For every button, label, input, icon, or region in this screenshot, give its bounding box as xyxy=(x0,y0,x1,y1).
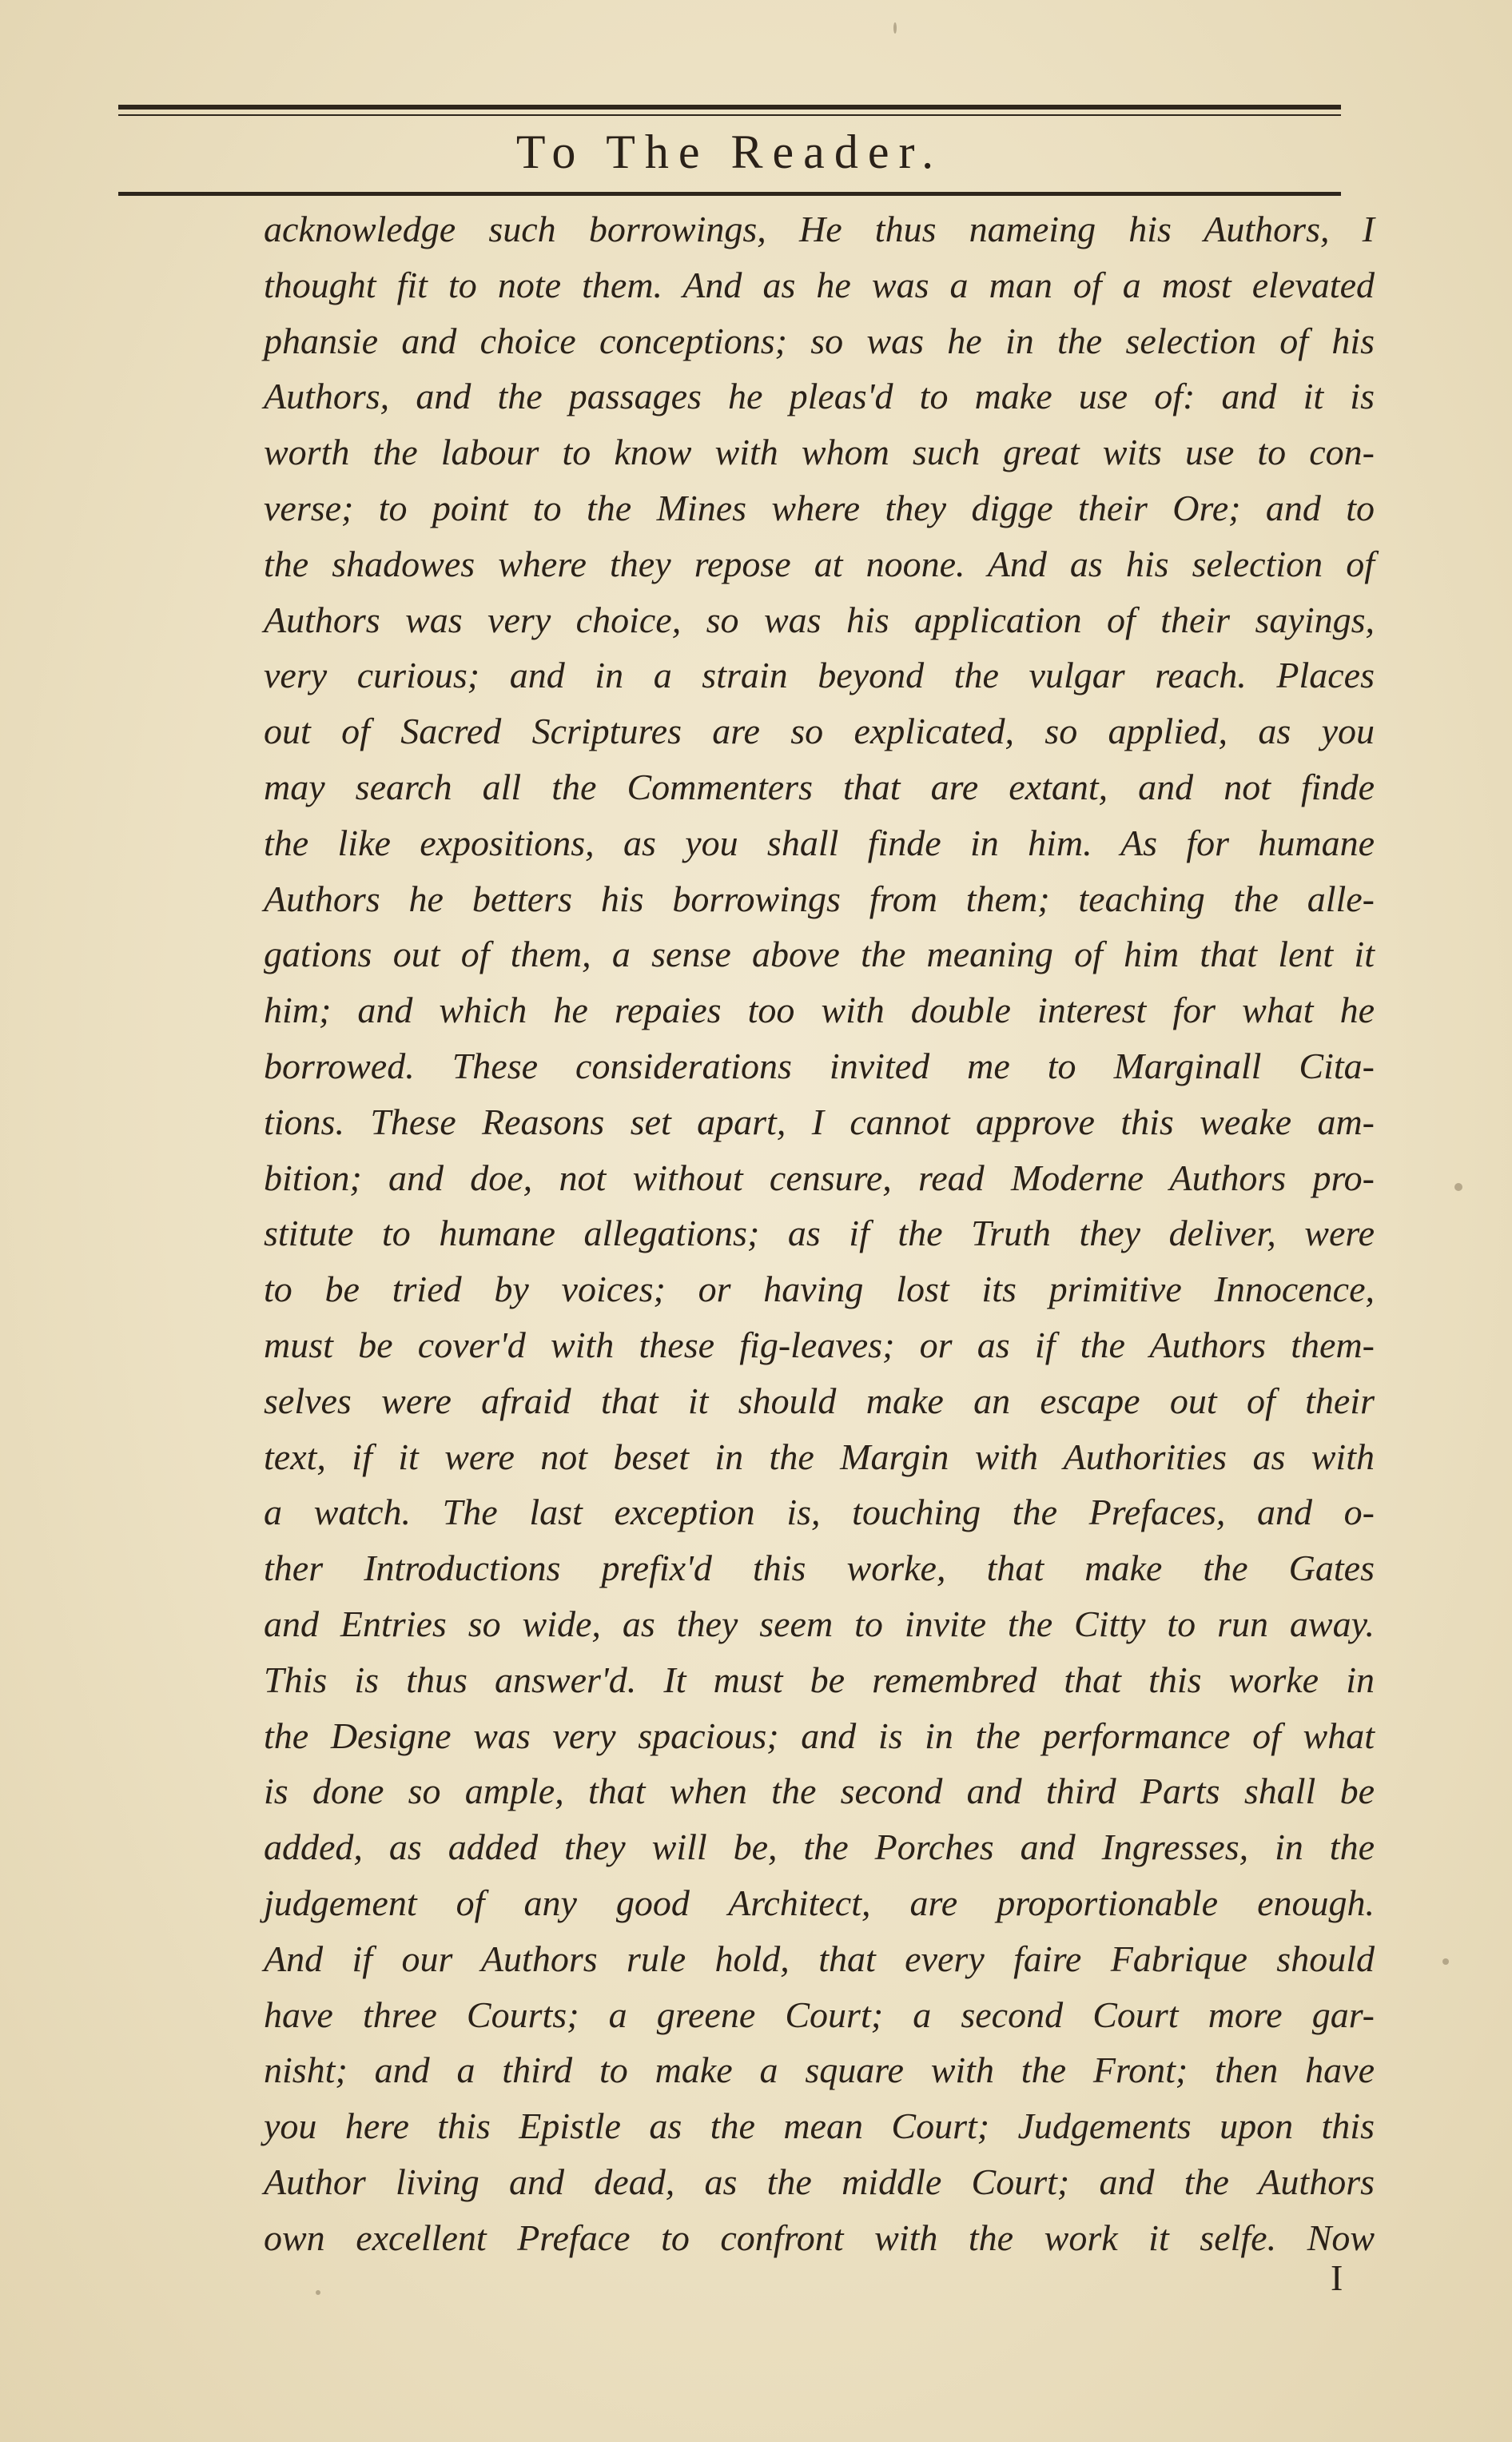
text-line: text, if it were not beset in the Margin with Authorities as with xyxy=(264,1436,1375,1477)
text-line: bition; and doe, not without censure, read Moderne Authors pro- xyxy=(264,1157,1375,1198)
text-line: And if our Authors rule hold, that every faire Fabrique should xyxy=(264,1938,1375,1979)
paper-speck xyxy=(1454,1183,1462,1191)
text-line: out of Sacred Scriptures are so explicated, so applied, as you xyxy=(264,711,1375,752)
paper-speck xyxy=(893,22,897,34)
paper-speck xyxy=(1442,1958,1449,1965)
text-line: borrowed. These considerations invited me to Marginall Cita- xyxy=(264,1045,1375,1086)
text-line: ther Introductions prefix'd this worke, that make the Gates xyxy=(264,1548,1375,1589)
text-line: This is thus answer'd. It must be remembred that this worke in xyxy=(264,1659,1375,1700)
text-line: may search all the Commenters that are extant, and not finde xyxy=(264,766,1375,807)
text-line: the shadowes where they repose at noone. And as his selection of xyxy=(264,543,1375,584)
text-line: him; and which he repaies too with double interest for what he xyxy=(264,990,1375,1031)
text-line: have three Courts; a greene Court; a second Court more gar- xyxy=(264,1994,1375,2035)
text-line: selves were afraid that it should make an escape out of their xyxy=(264,1380,1375,1421)
text-line: gations out of them, a sense above the meaning of him that lent it xyxy=(264,934,1375,975)
text-line: Authors, and the passages he pleas'd to make use of: and it is xyxy=(264,376,1375,417)
text-line: a watch. The last exception is, touching the Prefaces, and o- xyxy=(264,1492,1375,1533)
text-line: judgement of any good Architect, are proportionable enough. xyxy=(264,1882,1375,1923)
text-line: phansie and choice conceptions; so was he in the selection of his xyxy=(264,320,1375,361)
text-line: thought fit to note them. And as he was a man of a most elevated xyxy=(264,264,1375,305)
text-line: nisht; and a third to make a square with the Front; then have xyxy=(264,2050,1375,2091)
text-line: worth the labour to know with whom such great wits use to con- xyxy=(264,432,1375,473)
catchword: I xyxy=(1331,2257,1343,2298)
text-line: and Entries so wide, as they seem to invite the Citty to run away. xyxy=(264,1603,1375,1644)
text-line: the like expositions, as you shall finde in him. As for humane xyxy=(264,822,1375,863)
header-underline xyxy=(118,192,1341,196)
text-line: Author living and dead, as the middle Court; and the Authors xyxy=(264,2161,1375,2202)
text-line: Authors was very choice, so was his application of their sayings, xyxy=(264,599,1375,640)
text-line: verse; to point to the Mines where they digge their Ore; and to xyxy=(264,487,1375,528)
text-line: very curious; and in a strain beyond the vulgar reach. Places xyxy=(264,655,1375,696)
text-line: acknowledge such borrowings, He thus nameing his Authors, I xyxy=(264,209,1375,249)
text-line: tions. These Reasons set apart, I cannot approve this weake am- xyxy=(264,1101,1375,1142)
paper-speck xyxy=(316,2290,320,2295)
running-head: To The Reader. xyxy=(515,125,944,178)
text-line: the Designe was very spacious; and is in the performance of what xyxy=(264,1715,1375,1756)
text-line: own excellent Preface to confront with the work it selfe. Now xyxy=(264,2217,1375,2258)
header-rule-thin xyxy=(118,114,1341,116)
body-text xyxy=(264,201,1375,2265)
text-line: to be tried by voices; or having lost its primitive Innocence, xyxy=(264,1269,1375,1310)
text-line: you here this Epistle as the mean Court; Judgements upon this xyxy=(264,2105,1375,2147)
text-line: is done so ample, that when the second and third Parts shall be xyxy=(264,1771,1375,1812)
text-line: Authors he betters his borrowings from them; teaching the alle- xyxy=(264,878,1375,919)
text-line: added, as added they will be, the Porches and Ingresses, in the xyxy=(264,1827,1375,1868)
text-line: must be cover'd with these fig-leaves; or as if the Authors them- xyxy=(264,1324,1375,1365)
text-line: stitute to humane allegations; as if the Truth they deliver, were xyxy=(264,1213,1375,1254)
header-rule-thick xyxy=(118,105,1341,110)
